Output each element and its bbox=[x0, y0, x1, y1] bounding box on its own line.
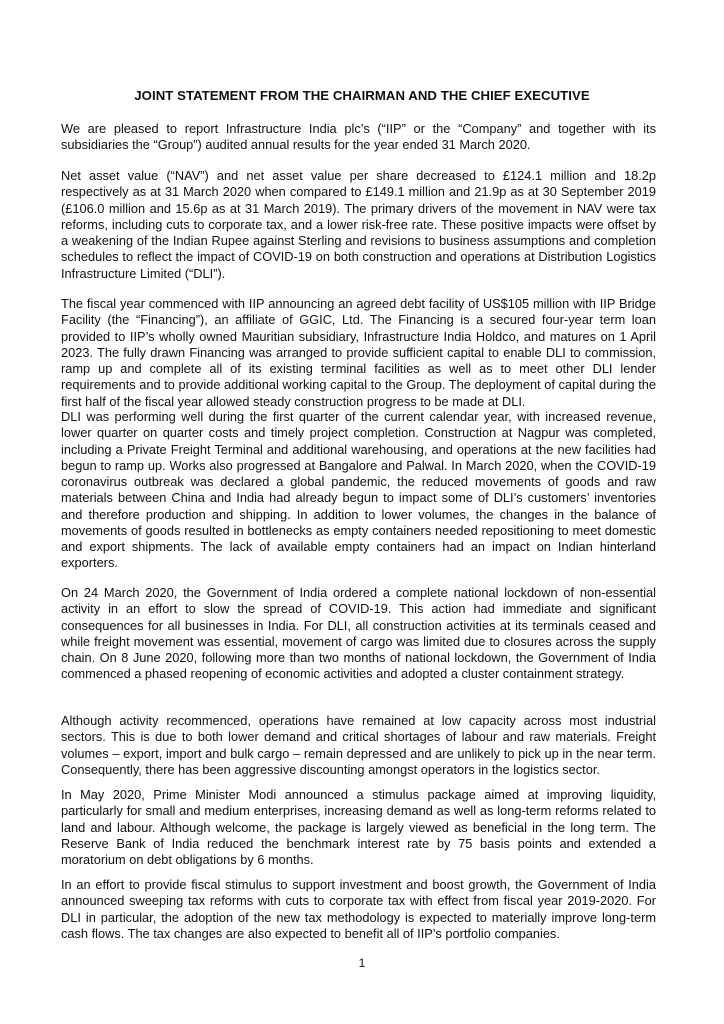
paragraph-debt-financing: The fiscal year commenced with IIP announcing an agreed debt facility of US$105 million with IIP Bridge Facility (the “Financing”), an affiliate of GGIC, Ltd. The Financing is a secured four-year term loan provided to IIP’s wholly owned Mauritian subsidiary, Infrastructure India Holdco, and matures on 1 April 2023. The fully drawn Financing was arranged to provide sufficient capital to enable DLI to commission, ramp up and complete all of its existing terminal facilities as well as to meet other DLI lender requirements and to provide additional working capital to the Group. The deployment of capital during the first half of the fiscal year allowed steady construction progress to be made at DLI. bbox=[61, 296, 656, 409]
paragraph-net-asset-value: Net asset value (“NAV”) and net asset value per share decreased to £124.1 million and 18.2p respectively as at 31 March 2020 when compared to £149.1 million and 21.9p as at 30 September 2019 (£106.0 million and 15.6p as at 31 March 2019). The primary drivers of the movement in NAV were tax reforms, including cuts to corporate tax, and a lower risk-free rate. These positive impacts were offset by a weakening of the Indian Rupee against Sterling and revisions to business assumptions and completion schedules to reflect the impact of COVID-19 on both construction and operations at Distribution Logistics Infrastructure Limited (“DLI”). bbox=[61, 168, 656, 281]
paragraph-stimulus-package: In May 2020, Prime Minister Modi announced a stimulus package aimed at improving liquidity, particularly for small and medium enterprises, increasing demand as well as long-term reforms related to land and labour. Although welcome, the package is largely viewed as beneficial in the long term. The Reserve Bank of India reduced the benchmark interest rate by 75 basis points and extended a moratorium on debt obligations by 6 months. bbox=[61, 787, 656, 867]
page-number: 1 bbox=[358, 956, 366, 970]
paragraph-annual-results-intro: We are pleased to report Infrastructure India plc’s (“IIP” or the “Company” and together with its subsidiaries the “Group”) audited annual results for the year ended 31 March 2020. bbox=[61, 121, 656, 153]
page-title: JOINT STATEMENT FROM THE CHAIRMAN AND THE CHIEF EXECUTIVE bbox=[134, 88, 590, 103]
paragraph-national-lockdown: On 24 March 2020, the Government of India ordered a complete national lockdown of non-essential activity in an effort to slow the spread of COVID-19. This action had immediate and significant consequences for all businesses in India. For DLI, all construction activities at its terminals ceased and while freight movement was essential, movement of cargo was limited due to closures across the supply chain. On 8 June 2020, following more than two months of national lockdown, the Government of India commenced a phased reopening of economic activities and adopted a cluster containment strategy. bbox=[61, 585, 656, 682]
paragraph-dli-performance: DLI was performing well during the first quarter of the current calendar year, with increased revenue, lower quarter on quarter costs and timely project completion. Construction at Nagpur was completed, including a Private Freight Terminal and additional warehousing, and operations at the new facilities had begun to ramp up. Works also progressed at Bangalore and Palwal. In March 2020, when the COVID-19 coronavirus outbreak was declared a global pandemic, the reduced movements of goods and raw materials between China and India had already begun to impact some of DLI’s customers’ inventories and therefore production and shipping. In addition to lower volumes, the changes in the balance of movements of goods resulted in bottlenecks as empty containers needed repositioning to meet domestic and export shipments. The lack of available empty containers had an impact on Indian hinterland exporters. bbox=[61, 409, 656, 571]
paragraph-tax-reforms: In an effort to provide fiscal stimulus to support investment and boost growth, the Government of India announced sweeping tax reforms with cuts to corporate tax with effect from fiscal year 2019-2020. For DLI in particular, the adoption of the new tax methodology is expected to materially improve long-term cash flows. The tax changes are also expected to benefit all of IIP’s portfolio companies. bbox=[61, 877, 656, 941]
paragraph-low-capacity-operations: Although activity recommenced, operations have remained at low capacity across most industrial sectors. This is due to both lower demand and critical shortages of labour and raw materials. Freight volumes – export, import and bulk cargo – remain depressed and are unlikely to pick up in the near term. Consequently, there has been aggressive discounting amongst operators in the logistics sector. bbox=[61, 713, 656, 777]
